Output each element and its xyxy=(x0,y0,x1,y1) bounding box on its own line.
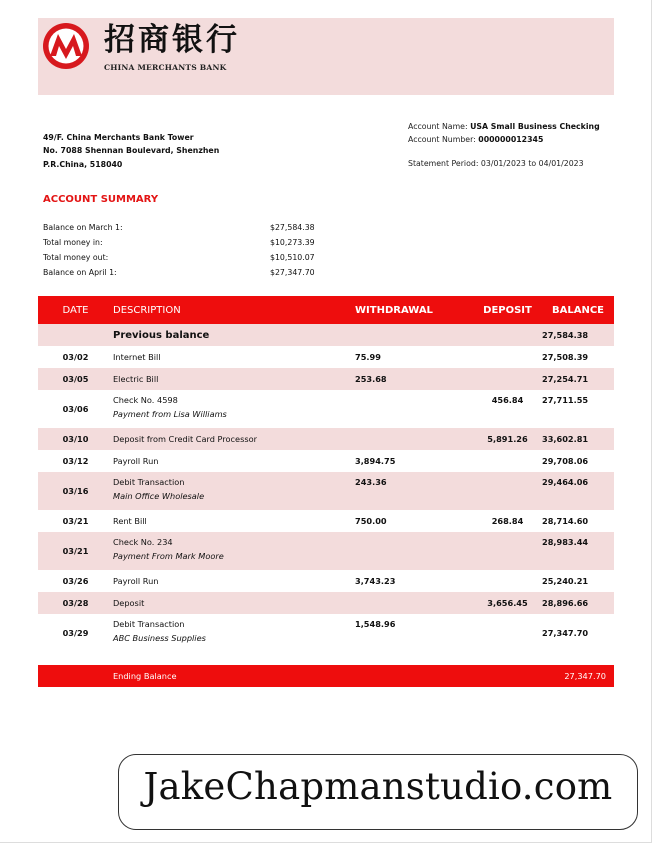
row-withdrawal: 1,548.96 xyxy=(355,619,396,629)
row-deposit: 268.84 xyxy=(491,516,524,526)
header-withdrawal: WITHDRAWAL xyxy=(355,304,433,316)
table-header-row xyxy=(38,296,614,324)
row-withdrawal: 3,743.23 xyxy=(355,576,396,586)
row-balance: 29,708.06 xyxy=(542,456,589,466)
spacer-row xyxy=(38,652,614,665)
row-withdrawal xyxy=(355,532,473,570)
row-description-sub: ABC Business Supplies xyxy=(113,633,206,643)
table-row xyxy=(38,570,614,592)
row-withdrawal: 253.68 xyxy=(355,374,387,384)
row-balance: 27,254.71 xyxy=(542,374,589,384)
summary-value: $10,273.39 xyxy=(270,238,315,247)
row-balance: 33,602.81 xyxy=(542,434,589,444)
table-row xyxy=(38,346,614,368)
row-withdrawal: 750.00 xyxy=(355,516,387,526)
table-row xyxy=(38,450,614,472)
row-date: 03/05 xyxy=(62,374,89,384)
ending-balance-row xyxy=(38,665,614,687)
row-description-sub: Payment from Lisa Williams xyxy=(113,409,227,419)
bank-logo-icon xyxy=(42,22,90,70)
row-balance: 28,714.60 xyxy=(542,516,589,526)
bank-header-banner xyxy=(38,18,614,95)
row-deposit xyxy=(473,532,542,570)
account-number-value: 000000012345 xyxy=(478,135,544,144)
row-description: Internet Bill xyxy=(113,352,161,362)
row-deposit xyxy=(473,614,542,652)
summary-row xyxy=(43,235,323,250)
row-description: Rent Bill xyxy=(113,516,147,526)
row-withdrawal xyxy=(355,390,473,428)
row-description: Deposit xyxy=(113,598,145,608)
ending-balance-value: 27,347.70 xyxy=(564,671,606,681)
table-row xyxy=(38,368,614,390)
row-date: 03/21 xyxy=(62,516,89,526)
table-row xyxy=(38,390,614,428)
account-name-value: USA Small Business Checking xyxy=(470,122,600,131)
header-balance: BALANCE xyxy=(551,304,604,316)
summary-value: $27,584.38 xyxy=(270,223,315,232)
account-name-label: Account Name: xyxy=(408,122,468,131)
summary-label: Balance on March 1: xyxy=(43,223,123,232)
row-balance: 28,983.44 xyxy=(542,537,589,547)
summary-row xyxy=(43,220,323,235)
row-deposit xyxy=(473,570,542,592)
previous-balance-row xyxy=(38,324,614,346)
row-deposit xyxy=(473,368,542,390)
row-balance: 27,508.39 xyxy=(542,352,589,362)
row-balance: 27,711.55 xyxy=(542,395,589,405)
row-deposit xyxy=(473,450,542,472)
account-info xyxy=(408,120,600,146)
row-balance: 28,896.66 xyxy=(542,598,589,608)
row-balance: 29,464.06 xyxy=(542,477,589,487)
account-summary xyxy=(43,220,323,280)
row-balance: 27,347.70 xyxy=(542,628,589,638)
row-date: 03/06 xyxy=(62,404,89,414)
row-date: 03/02 xyxy=(62,352,89,362)
bank-name-english: CHINA MERCHANTS BANK xyxy=(104,63,227,72)
header-description: DESCRIPTION xyxy=(113,304,181,316)
address-line: No. 7088 Shennan Boulevard, Shenzhen xyxy=(43,146,220,156)
row-description: Electric Bill xyxy=(113,374,159,384)
watermark-banner xyxy=(118,754,638,830)
row-description: Check No. 4598 xyxy=(113,395,178,405)
statement-period: Statement Period: 03/01/2023 to 04/01/2023 xyxy=(408,159,584,168)
row-description: Debit Transaction xyxy=(113,477,185,487)
transactions-table xyxy=(38,296,614,687)
row-date: 03/16 xyxy=(62,486,89,496)
watermark-text: JakeChapmanstudio.com xyxy=(143,765,613,808)
row-description: Debit Transaction xyxy=(113,619,185,629)
row-withdrawal xyxy=(355,592,473,614)
previous-balance-value: 27,584.38 xyxy=(542,330,589,340)
row-withdrawal: 243.36 xyxy=(355,477,387,487)
row-date: 03/28 xyxy=(62,598,89,608)
address-line: P.R.China, 518040 xyxy=(43,159,123,169)
row-date: 03/21 xyxy=(62,546,89,556)
summary-value: $27,347.70 xyxy=(270,268,315,277)
row-description: Deposit from Credit Card Processor xyxy=(113,434,257,444)
row-date: 03/10 xyxy=(62,434,89,444)
row-deposit: 456.84 xyxy=(491,395,524,405)
row-description: Payroll Run xyxy=(113,456,159,466)
row-description-sub: Payment From Mark Moore xyxy=(113,551,224,561)
previous-balance-label: Previous balance xyxy=(113,329,210,341)
summary-label: Total money out: xyxy=(43,253,109,262)
ending-balance-label: Ending Balance xyxy=(113,671,177,681)
row-date: 03/12 xyxy=(62,456,89,466)
summary-row xyxy=(43,265,323,280)
row-deposit: 3,656.45 xyxy=(487,598,528,608)
bank-address xyxy=(43,131,219,171)
row-date: 03/26 xyxy=(62,576,89,586)
account-number-label: Account Number: xyxy=(408,135,476,144)
row-withdrawal: 3,894.75 xyxy=(355,456,396,466)
table-row xyxy=(38,532,614,570)
row-withdrawal xyxy=(355,428,473,450)
row-deposit xyxy=(473,346,542,368)
account-summary-title: ACCOUNT SUMMARY xyxy=(43,194,159,205)
table-row xyxy=(38,510,614,532)
address-line: 49/F. China Merchants Bank Tower xyxy=(43,133,194,142)
row-deposit xyxy=(473,472,542,510)
row-deposit: 5,891.26 xyxy=(487,434,528,444)
bank-name-chinese: 招商银行 xyxy=(104,22,240,58)
summary-value: $10,510.07 xyxy=(270,253,315,262)
table-row xyxy=(38,472,614,510)
table-row xyxy=(38,592,614,614)
row-balance: 25,240.21 xyxy=(542,576,589,586)
table-row xyxy=(38,428,614,450)
table-row xyxy=(38,614,614,652)
row-description: Check No. 234 xyxy=(113,537,173,547)
row-date: 03/29 xyxy=(62,628,89,638)
row-description: Payroll Run xyxy=(113,576,159,586)
summary-label: Balance on April 1: xyxy=(43,268,117,277)
row-withdrawal: 75.99 xyxy=(355,352,381,362)
header-deposit: DEPOSIT xyxy=(483,304,532,316)
summary-label: Total money in: xyxy=(43,238,103,247)
row-description-sub: Main Office Wholesale xyxy=(113,491,205,501)
header-date: DATE xyxy=(62,304,89,316)
summary-row xyxy=(43,250,323,265)
